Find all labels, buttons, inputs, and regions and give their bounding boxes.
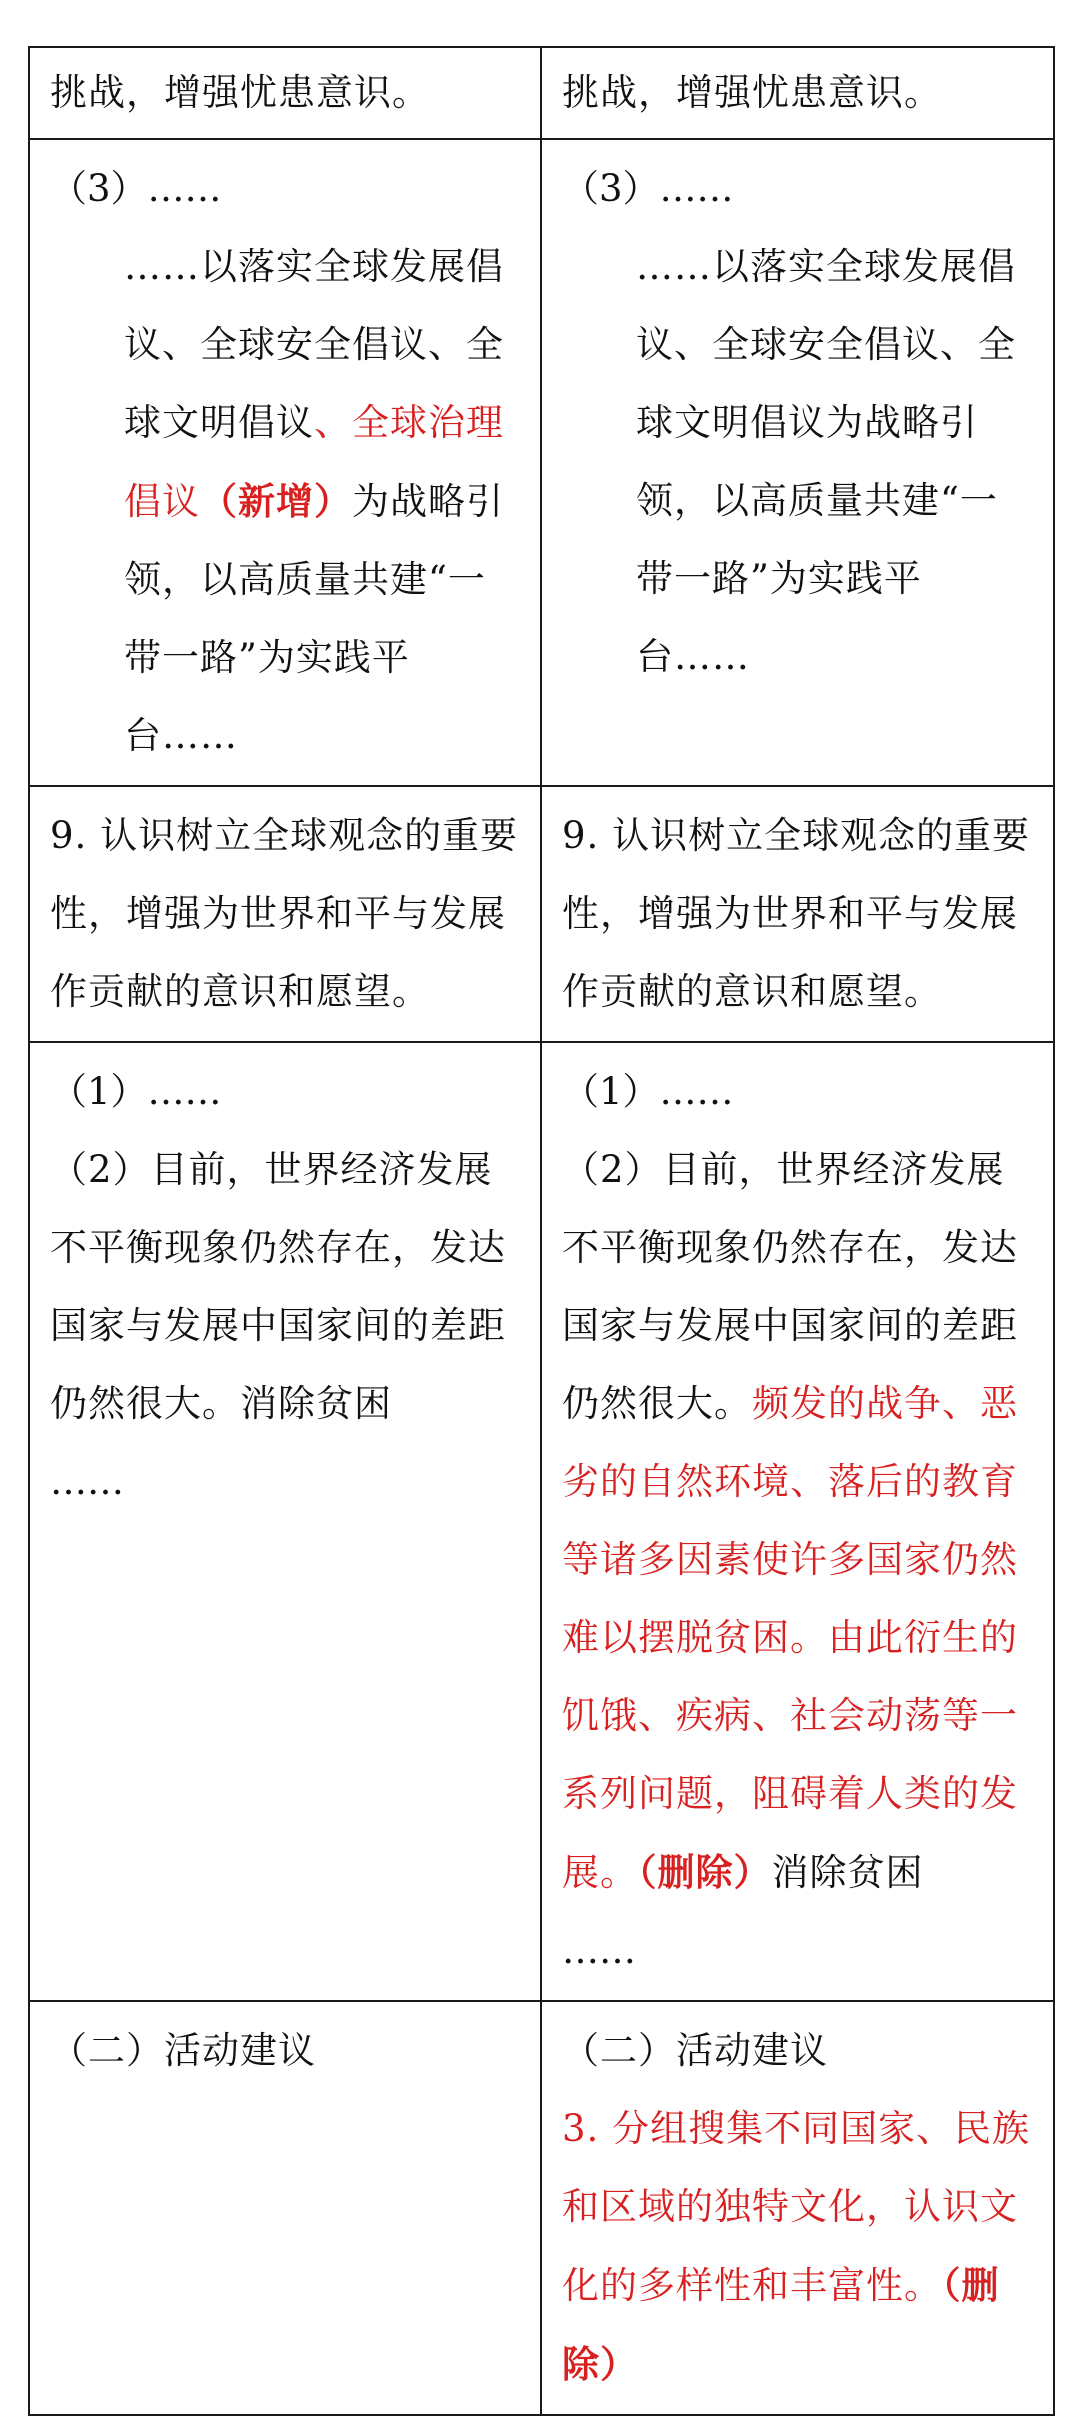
row2-left-added-text: 、全球治理倡议 bbox=[124, 401, 504, 523]
row4-left-body: （2）目前，世界经济发展不平衡现象仍然存在，发达国家与发展中国家间的差距仍然很大。消除贫困 bbox=[50, 1148, 506, 1425]
row4-right-tail: …… bbox=[562, 1929, 636, 1972]
table-row bbox=[29, 47, 1054, 139]
table-row bbox=[29, 2001, 1054, 2415]
row4-left-tail: …… bbox=[50, 1460, 124, 1503]
row5-right-body bbox=[562, 2090, 1035, 2404]
row4-right-body-text: （2）目前，世界经济发展不平衡现象仍然存在，发达国家与发展中国家间的差距仍然很大。 bbox=[562, 1148, 1018, 1425]
row1-left-cell bbox=[29, 47, 541, 139]
row5-left-cell bbox=[29, 2001, 541, 2415]
row2-left-head: （3）…… bbox=[50, 167, 222, 210]
row2-left-part1: ……以落实全球发展倡议、全球安全倡议、全球文明倡议 bbox=[124, 245, 504, 444]
row1-right-text: 挑战，增强忧患意识。 bbox=[562, 71, 942, 114]
row4-right-after-text: 消除贫困 bbox=[771, 1851, 924, 1894]
row4-right-head: （1）…… bbox=[562, 1070, 734, 1113]
row2-left-part2: 为战略引领，以高质量共建“一带一路”为实践平台…… bbox=[124, 480, 504, 757]
row1-right-cell bbox=[541, 47, 1054, 139]
row5-left-text: （二）活动建议 bbox=[50, 2029, 316, 2072]
row2-right-body: ……以落实全球发展倡议、全球安全倡议、全球文明倡议为战略引领，以高质量共建“一带一路”为实践平台…… bbox=[636, 245, 1016, 678]
row2-right-cell bbox=[541, 139, 1054, 786]
row2-left-added-tag: （新增） bbox=[200, 479, 352, 523]
row4-left-cell bbox=[29, 1042, 541, 2001]
row5-right-cell bbox=[541, 2001, 1054, 2415]
row3-right-text: 9. 认识树立全球观念的重要性，增强为世界和平与发展作贡献的意识和愿望。 bbox=[562, 814, 1031, 1013]
row5-right-removed-tag: （删除） bbox=[562, 2263, 1000, 2386]
row2-left-body bbox=[50, 228, 522, 775]
row4-left-head: （1）…… bbox=[50, 1070, 222, 1113]
row4-right-removed-text: 频发的战争、恶劣的自然环境、落后的教育等诸多因素使许多国家仍然难以摆脱贫困。由此衍生的饥饿、疾病、社会动荡等一系列问题，阻碍着人类的发展。 bbox=[562, 1382, 1018, 1894]
row5-right-head: （二）活动建议 bbox=[562, 2029, 828, 2072]
row5-right-removed-text: 3. 分组搜集不同国家、民族和区域的独特文化，认识文化的多样性和丰富性。 bbox=[562, 2107, 1031, 2307]
row3-left-text: 9. 认识树立全球观念的重要性，增强为世界和平与发展作贡献的意识和愿望。 bbox=[50, 814, 519, 1013]
table-row bbox=[29, 1042, 1054, 2001]
table-row bbox=[29, 786, 1054, 1042]
row2-right-head: （3）…… bbox=[562, 167, 734, 210]
row4-right-cell bbox=[541, 1042, 1054, 2001]
row4-right-removed-tag: （删除） bbox=[638, 1850, 772, 1894]
row1-left-text: 挑战，增强忧患意识。 bbox=[50, 71, 430, 114]
row3-right-cell bbox=[541, 786, 1054, 1042]
row4-right-body bbox=[562, 1131, 1035, 1912]
comparison-table bbox=[28, 46, 1055, 2416]
table-row bbox=[29, 139, 1054, 786]
row3-left-cell bbox=[29, 786, 541, 1042]
row2-left-cell bbox=[29, 139, 541, 786]
